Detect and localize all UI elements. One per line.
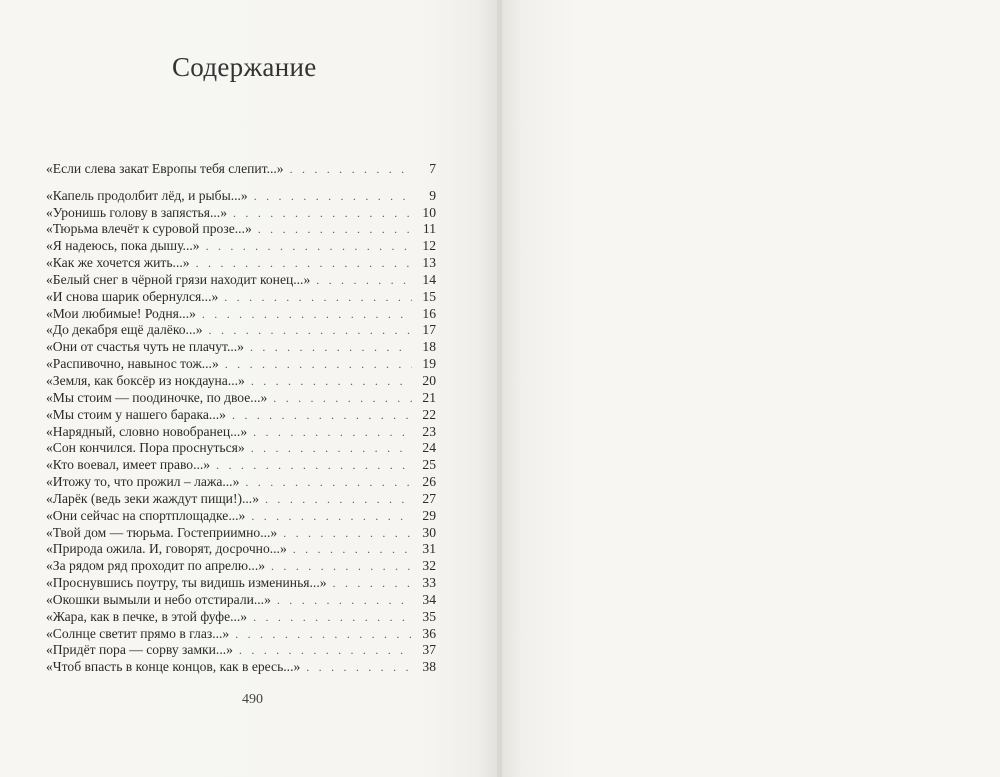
toc-entry-title: «Они от счастья чуть не плачут...»	[46, 339, 244, 355]
toc-gap	[46, 177, 436, 187]
toc-entry-page: 22	[422, 406, 436, 422]
toc-entry-page: 32	[422, 558, 436, 574]
toc-entry-page: 12	[422, 238, 436, 254]
toc-entry	[46, 642, 436, 659]
toc-entry	[46, 204, 436, 221]
toc-entry	[46, 557, 436, 574]
toc-leader-dots	[306, 659, 412, 675]
toc-entry-title: «Итожу то, что прожил – лажа...»	[46, 474, 240, 490]
toc-entry	[46, 221, 436, 238]
toc-entry	[46, 541, 436, 558]
toc-entry-title: «И снова шарик обернулся...»	[46, 288, 219, 304]
toc-entry	[46, 160, 436, 177]
toc-entry	[46, 608, 436, 625]
contents-title: Содержание	[172, 52, 317, 82]
toc-entry	[46, 473, 436, 490]
toc-entry-title: «Окошки вымыли и небо отстирали...»	[46, 591, 271, 607]
toc-entry-page: 25	[422, 457, 436, 473]
toc-entry-page: 17	[422, 322, 436, 338]
toc-entry-page: 19	[422, 356, 436, 372]
toc-entry-title: «Уронишь голову в запястья...»	[46, 204, 228, 220]
toc-entry-page: 14	[422, 271, 436, 287]
toc-entry-title: «Тюрьма влечёт к суровой прозе...»	[46, 221, 252, 237]
toc-leader-dots	[196, 255, 412, 271]
toc-leader-dots	[273, 390, 412, 406]
toc-leader-dots	[245, 474, 412, 490]
toc-leader-dots	[225, 356, 412, 372]
toc-entry	[46, 658, 436, 675]
toc-entry-page: 18	[422, 339, 436, 355]
toc-entry	[46, 271, 436, 288]
toc-entry	[46, 288, 436, 305]
toc-entry-title: «Я надеюсь, пока дышу...»	[46, 238, 200, 254]
toc-entry-title: «Твой дом — тюрьма. Гостеприимно...»	[46, 524, 278, 540]
toc-entry	[46, 187, 436, 204]
toc-entry-page: 26	[422, 474, 436, 490]
toc-leader-dots	[254, 188, 412, 204]
toc-entry-title: «Жара, как в печке, в этой фуфе...»	[46, 608, 248, 624]
toc-entry	[46, 591, 436, 608]
toc-leader-dots	[235, 626, 412, 642]
toc-entry	[46, 507, 436, 524]
toc-leader-dots	[232, 407, 412, 423]
page-number: 490	[242, 692, 263, 707]
toc-entry	[46, 490, 436, 507]
toc-leader-dots	[316, 272, 412, 288]
toc-entry-page: 30	[422, 524, 436, 540]
toc-entry-title: «Сон кончился. Пора проснуться»	[46, 440, 245, 456]
toc-entry-page: 13	[422, 255, 436, 271]
toc-left	[46, 160, 436, 675]
toc-entry	[46, 625, 436, 642]
toc-entry-title: «Капель продолбит лёд, и рыбы...»	[46, 187, 248, 203]
toc-entry-page: 23	[422, 423, 436, 439]
toc-entry-page: 21	[422, 389, 436, 405]
toc-left-list	[46, 187, 436, 675]
toc-leader-dots	[239, 642, 412, 658]
toc-entry-title: «Белый снег в чёрной грязи находит конец...»	[46, 271, 311, 287]
toc-leader-dots	[277, 592, 412, 608]
toc-entry-page: 29	[422, 507, 436, 523]
left-page	[0, 0, 498, 777]
toc-entry-title: «Распивочно, навынос тож...»	[46, 356, 219, 372]
toc-entry-title: «Они сейчас на спортплощадке...»	[46, 507, 246, 523]
toc-entry-page: 35	[422, 608, 436, 624]
toc-entry-title: «Ларёк (ведь зеки жаждут пищи!)...»	[46, 490, 260, 506]
toc-entry	[46, 574, 436, 591]
toc-entry	[46, 524, 436, 541]
toc-entry-page: 36	[422, 625, 436, 641]
toc-leader-dots	[258, 221, 412, 237]
toc-entry	[46, 372, 436, 389]
toc-entry-title: «Мы стоим — поодиночке, по двое...»	[46, 389, 268, 405]
toc-entry-page: 38	[422, 659, 436, 675]
toc-leader-dots	[206, 238, 412, 254]
toc-leader-dots	[333, 575, 412, 591]
toc-entry-page: 34	[422, 591, 436, 607]
toc-entry-title: «Мы стоим у нашего барака...»	[46, 406, 226, 422]
toc-entry-page: 9	[429, 187, 436, 203]
toc-entry-page: 20	[422, 372, 436, 388]
toc-leader-dots	[209, 322, 412, 338]
toc-entry-page: 24	[422, 440, 436, 456]
toc-entry-title: «Проснувшись поутру, ты видишь изменинья...»	[46, 575, 327, 591]
toc-leader-dots	[251, 440, 412, 456]
toc-entry-page: 7	[429, 160, 436, 176]
toc-leader-dots	[253, 609, 412, 625]
toc-entry	[46, 355, 436, 372]
toc-leader-dots	[253, 424, 412, 440]
toc-entry-title: «Придёт пора — сорву замки...»	[46, 642, 233, 658]
toc-entry-page: 33	[422, 575, 436, 591]
toc-entry-page: 37	[422, 642, 436, 658]
toc-entry	[46, 322, 436, 339]
toc-entry-title: «Нарядный, словно новобранец...»	[46, 423, 248, 439]
toc-entry	[46, 254, 436, 271]
toc-entry	[46, 305, 436, 322]
toc-leader-dots	[265, 491, 412, 507]
toc-leader-dots	[283, 525, 412, 541]
toc-entry-page: 16	[422, 305, 436, 321]
toc-entry-page: 31	[422, 541, 436, 557]
toc-entry-title: «Мои любимые! Родня...»	[46, 305, 196, 321]
toc-entry	[46, 338, 436, 355]
right-page	[502, 0, 1000, 777]
toc-entry-title: «Земля, как боксёр из нокдауна...»	[46, 372, 245, 388]
toc-leader-dots	[250, 339, 412, 355]
toc-entry-page: 10	[422, 204, 436, 220]
toc-entry-page: 27	[422, 490, 436, 506]
toc-leader-dots	[202, 306, 412, 322]
toc-leader-dots	[251, 508, 412, 524]
toc-leader-dots	[290, 161, 412, 177]
toc-entry-title: «За рядом ряд проходит по апрелю...»	[46, 558, 266, 574]
toc-leader-dots	[251, 373, 412, 389]
toc-entry-title: «Чтоб впасть в конце концов, как в ересь...»	[46, 659, 301, 675]
toc-leader-dots	[216, 457, 412, 473]
toc-leader-dots	[224, 289, 412, 305]
toc-entry	[46, 389, 436, 406]
toc-leader-dots	[271, 558, 412, 574]
toc-entry	[46, 456, 436, 473]
toc-entry-title: «Солнце светит прямо в глаз...»	[46, 625, 230, 641]
toc-entry	[46, 406, 436, 423]
toc-leader-dots	[293, 541, 412, 557]
toc-entry	[46, 423, 436, 440]
toc-entry-page: 11	[422, 221, 436, 237]
toc-entry	[46, 237, 436, 254]
toc-entry-title: «До декабря ещё далёко...»	[46, 322, 203, 338]
toc-entry-title: «Как же хочется жить...»	[46, 255, 190, 271]
toc-entry	[46, 440, 436, 457]
toc-entry-page: 15	[422, 288, 436, 304]
toc-entry-title: «Кто воевал, имеет право...»	[46, 457, 211, 473]
toc-entry-title: «Если слева закат Европы тебя слепит...»	[46, 160, 284, 176]
toc-entry-title: «Природа ожила. И, говорят, досрочно...»	[46, 541, 287, 557]
toc-leader-dots	[233, 205, 412, 221]
